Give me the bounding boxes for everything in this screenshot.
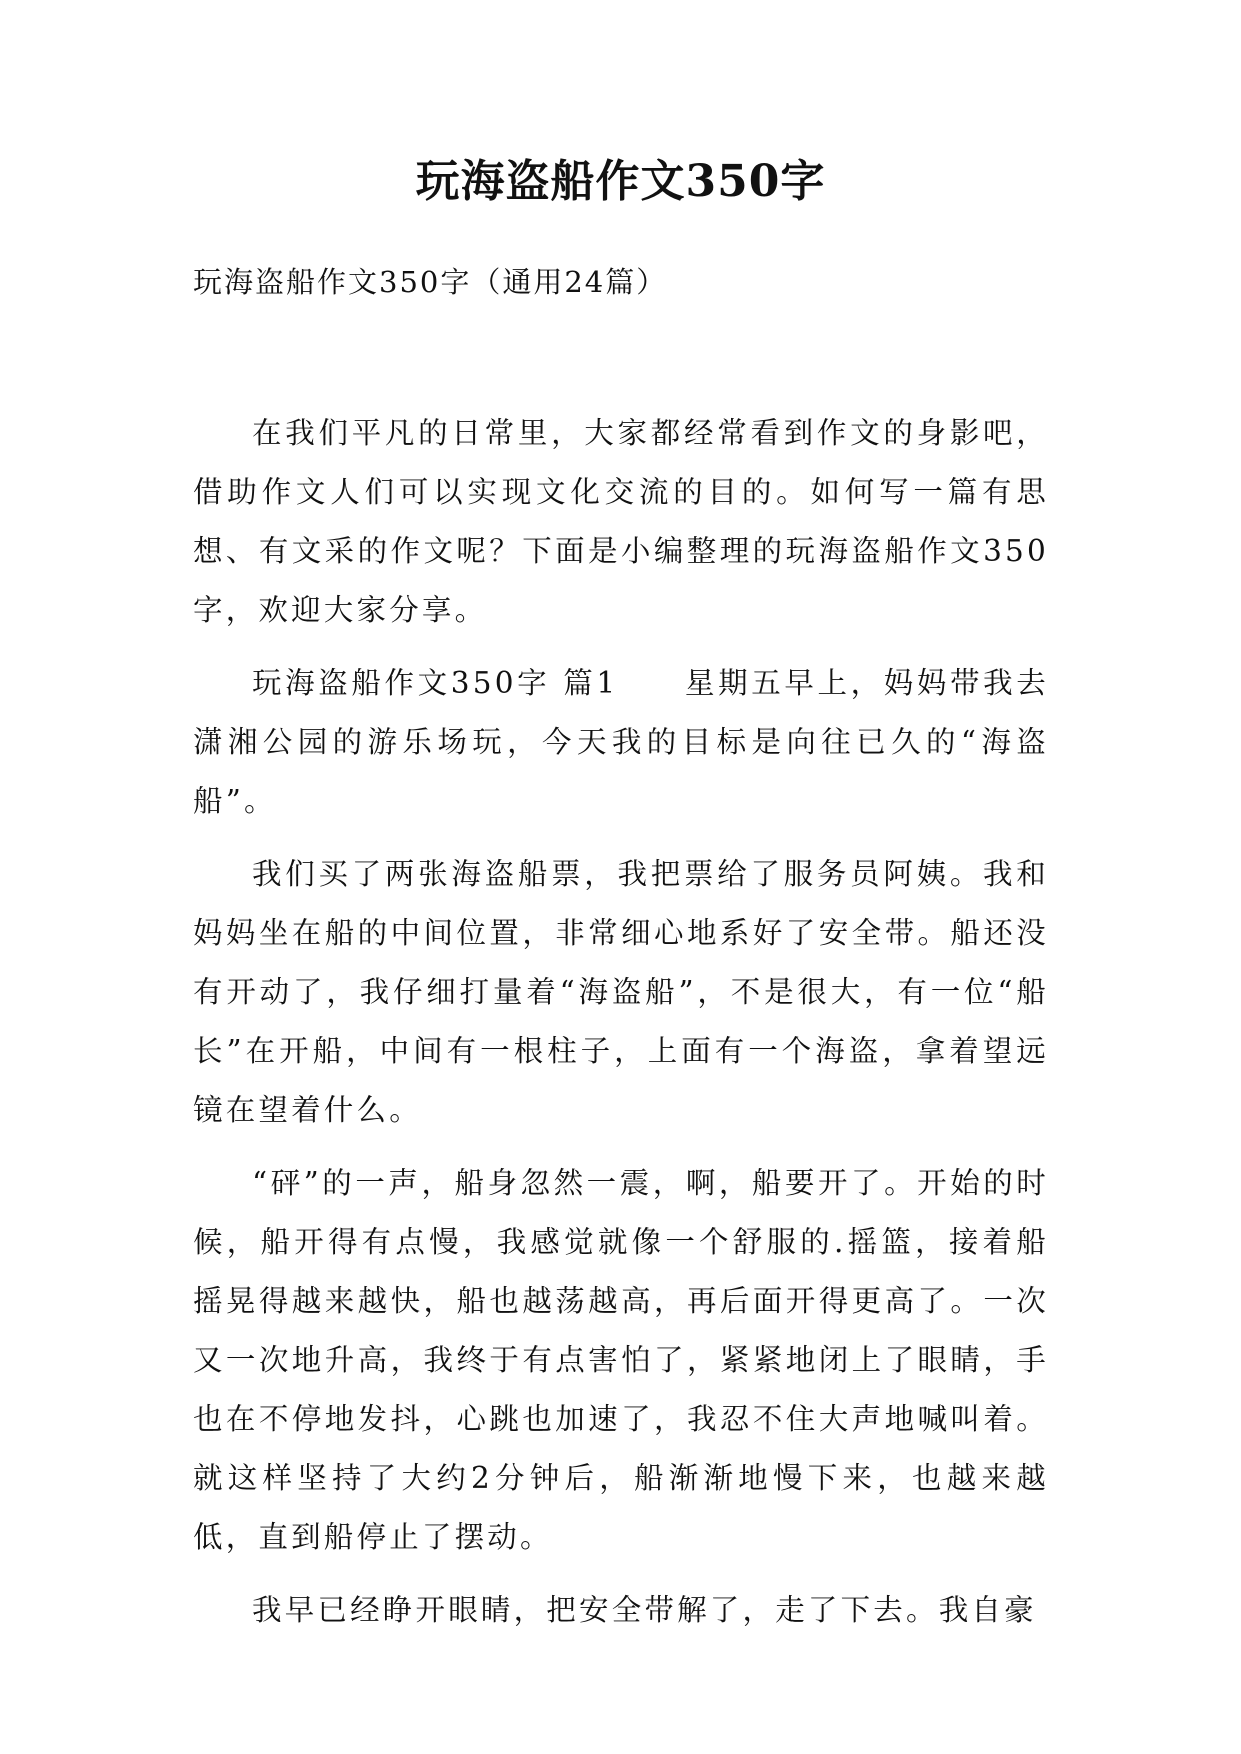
essay-paragraph-2: 我们买了两张海盗船票，我把票给了服务员阿姨。我和妈妈坐在船的中间位置，非常细心地系好了安全带。船还没有开动了，我仔细打量着“海盗船”，不是很大，有一位“船长”在开船，中间有一根柱子，上面有一个海盗，拿着望远镜在望着什么。 xyxy=(193,857,1049,1127)
intro-paragraph: 在我们平凡的日常里，大家都经常看到作文的身影吧，借助作文人们可以实现文化交流的目的。如何写一篇有思想、有文采的作文呢？下面是小编整理的玩海盗船作文350字，欢迎大家分享。 xyxy=(193,416,1049,627)
document-subtitle: 玩海盗船作文350字（通用24篇） xyxy=(193,265,668,299)
page-title: 玩海盗船作文350字 xyxy=(415,156,826,207)
essay-paragraph-4: 我早已经睁开眼睛，把安全带解了，走了下去。我自豪 xyxy=(252,1593,1037,1627)
document-body xyxy=(193,404,1049,1640)
essay-paragraph-1: 玩海盗船作文350字 篇1 星期五早上，妈妈带我去潇湘公园的游乐场玩，今天我的目标是向往已久的“海盗船”。 xyxy=(193,666,1049,818)
essay-paragraph-3: “砰”的一声，船身忽然一震，啊，船要开了。开始的时候，船开得有点慢，我感觉就像一个舒服的.摇篮，接着船摇晃得越来越快，船也越荡越高，再后面开得更高了。一次又一次地升高，我终于有点害怕了，紧紧地闭上了眼睛，手也在不停地发抖，心跳也加速了，我忍不住大声地喊叫着。就这样坚持了大约2分钟后，船渐渐地慢下来，也越来越低，直到船停止了摆动。 xyxy=(193,1166,1049,1554)
